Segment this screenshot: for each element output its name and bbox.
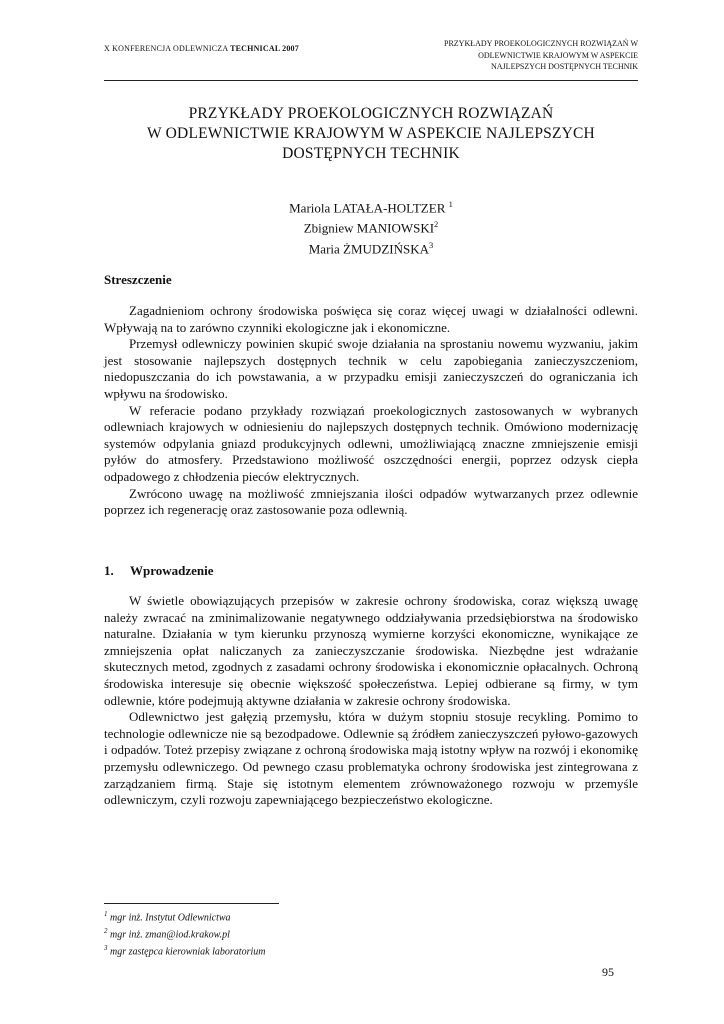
header-right-line: ODLEWNICTWIE KRAJOWYM W ASPEKCIE [478, 50, 638, 60]
abstract-heading: Streszczenie [104, 272, 172, 287]
footnote [104, 942, 265, 959]
author-name: Zbigniew MANIOWSKI [303, 220, 435, 236]
paragraph: Odlewnictwo jest gałęzią przemysłu, która w dużym stopniu stosuje recykling. Pomimo to technologie odlewnicze nie są bezodpadowe. Odlewnie są źródłem zanieczyszczeń pyłowo-gazowych i odpadów. Toteż przepisy związane z ochroną środowiska mają istotny wpływ na rozwój i ekonomikę przemysłu odlewniczego. Od pewnego czasu problematyka ochrony środowiska jest zintegrowana z zarządzaniem firmą. Staje się istotnym elementem zrównoważonego rozwoju w przemyśle odlewniczym, czyli rozwoju zapewniającego bezpieczeństwo ekologiczne. [104, 709, 638, 808]
author-footnote-mark: 2 [434, 219, 439, 230]
paper-title [104, 104, 638, 164]
footnote [104, 908, 265, 925]
author [104, 216, 638, 236]
section-title: Wprowadzenie [130, 563, 214, 578]
running-header-left [104, 44, 299, 53]
title-line: W ODLEWNICTWIE KRAJOWYM W ASPEKCIE NAJLEPSZYCH [147, 125, 595, 142]
header-divider [104, 80, 638, 81]
author [104, 237, 638, 257]
header-conference: X KONFERENCJA ODLEWNICZA [104, 44, 231, 53]
footnote-text: mgr zastępca kierowniak laboratorium [107, 946, 266, 958]
header-right-line: PRZYKŁADY PROEKOLOGICZNYCH ROZWIĄZAŃ W [444, 39, 638, 48]
header-right-line: NAJLEPSZYCH DOSTĘPNYCH TECHNIK [491, 62, 638, 71]
footnote-mark: 1 [104, 910, 108, 918]
running-header-right [378, 38, 638, 73]
author-footnote-mark: 1 [448, 199, 453, 209]
paragraph: Zagadnieniom ochrony środowiska poświęca się coraz więcej uwagi w działalności odlewni. Wpływają na to zarówno czynniki ekologiczne jak i ekonomiczne. [104, 303, 638, 335]
paragraph: W referacie podano przykłady rozwiązań proekologicznych zastosowanych w wybranych odlewniach krajowych w odniesieniu do najlepszych dostępnych technik. Omówiono modernizację systemów odpylania gniazd produkcyjnych odlewni, umożliwiającą znaczne zmniejszenie emisji pyłów do atmosfery. Przedstawiono możliwość oszczędności energii, poprzez odzysk ciepła odpadowego z chłodzenia pieców elektrycznych. [104, 402, 638, 484]
paragraph: Zwrócono uwagę na możliwość zmniejszania ilości odpadów wytwarzanych przez odlewnie poprzez ich regenerację oraz zastosowanie poza odlewnią. [104, 485, 638, 518]
author-name: Maria ŻMUDZIŃSKA [308, 240, 429, 256]
page-number: 95 [602, 965, 614, 979]
footnote [104, 925, 265, 942]
author-footnote-mark: 3 [428, 239, 434, 250]
title-line: PRZYKŁADY PROEKOLOGICZNYCH ROZWIĄZAŃ [188, 105, 554, 122]
footnote-text: mgr inż. Instytut Odlewnictwa [107, 912, 231, 924]
author [104, 196, 638, 216]
footnote-mark: 2 [104, 926, 108, 935]
paragraph: Przemysł odlewniczy powinien skupić swoje działania na sprostaniu nowemu wyzwaniu, jakim jest stosowanie najlepszych dostępnych technik w celu zapobiegania zanieczyszczeniom, niedopuszczania do ich powstawania, a w przypadku emisji zanieczyszczeń do ograniczania ich wpływu na środowisko. [104, 336, 638, 401]
footnote-mark: 3 [104, 943, 108, 952]
header-conference-bold: TECHNICAL 2007 [230, 44, 299, 53]
author-name: Mariola LATAŁA-HOLTZER [289, 200, 449, 216]
introduction-heading [104, 563, 214, 579]
section-number: 1. [104, 563, 114, 578]
introduction-body [104, 593, 638, 809]
abstract-body [104, 303, 638, 519]
footnotes [104, 908, 265, 959]
title-line: DOSTĘPNYCH TECHNIK [282, 145, 460, 162]
paragraph: W świetle obowiązujących przepisów w zakresie ochrony środowiska, coraz większą uwagę należy zwracać na zminimalizowanie negatywnego oddziaływania przedsiębiorstwa na środowisko naturalne. Działania w tym kierunku przynoszą wymierne korzyści ekonomiczne, wynikające ze zmniejszenia opłat naliczanych za zanieczyszczanie środowiska. Niezbędne jest wdrażanie skutecznych metod, zgodnych z zasadami ochrony środowiska i ekonomicznie opłacalnych. Ochroną środowiska interesuje się obecnie większość społeczeństwa. Lepiej odbierane są firmy, w tym odlewnie, które podejmują aktywne działania w zakresie ochrony środowiska. [104, 593, 638, 708]
author-list [104, 196, 638, 257]
footnote-divider [104, 903, 279, 904]
footnote-text: mgr inż. zman@iod.krakow.pl [107, 929, 230, 941]
